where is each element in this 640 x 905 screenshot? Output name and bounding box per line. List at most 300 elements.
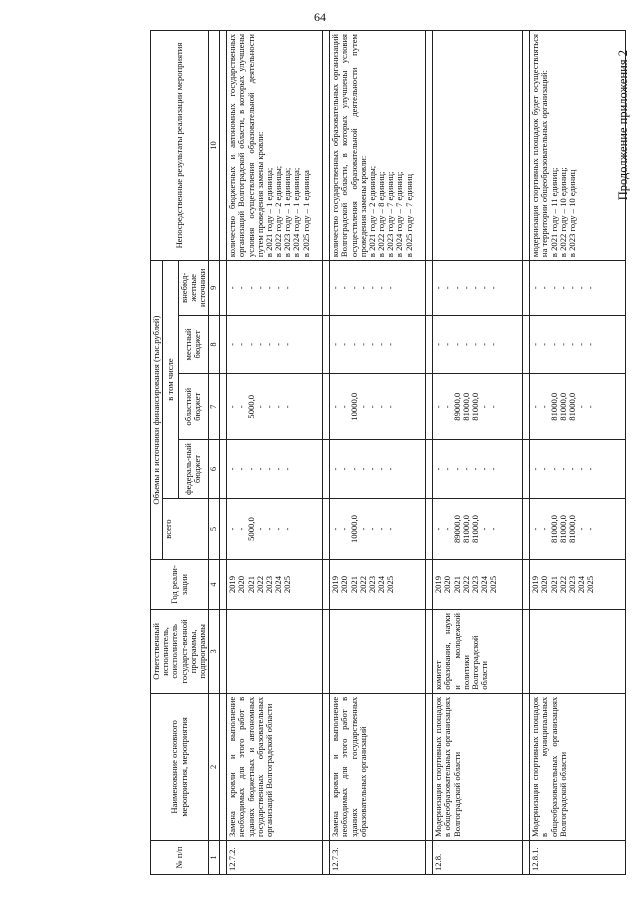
total-value: - (254, 527, 265, 531)
federal-value: - (566, 467, 577, 471)
local-value: - (245, 343, 256, 346)
spacer-cell (220, 31, 227, 261)
col-number: 3 (209, 609, 220, 693)
regional-value: - (236, 405, 247, 409)
spacer-cell (523, 841, 530, 875)
federal-value: - (254, 467, 265, 471)
header-total: всего (163, 498, 209, 559)
other-value: - (566, 286, 577, 290)
spacer-cell (426, 609, 433, 693)
years-value: 2022 (357, 575, 368, 594)
federal-value: - (576, 467, 587, 471)
total-value: 81000,0 (566, 515, 577, 544)
regional-value: - (585, 405, 596, 409)
column-numbers-row (209, 31, 220, 875)
row-executor: комитет образования, науки и молодежной политики Волгоградской области (433, 609, 523, 693)
total-value: - (539, 527, 550, 531)
cell-years (433, 560, 523, 610)
cell-regional (330, 374, 426, 440)
federal-value: - (273, 467, 284, 471)
result-text: количество государственных образовательных организаций Волгоградской области, в которых улучшены условия осуществления образовательной деятельности путем проведения замены кровли: (330, 34, 368, 258)
header-executor: Ответственный исполнитель, соисполнитель государст-венной программы, подпрограммы (151, 609, 209, 693)
row-results (330, 31, 426, 261)
row-number: 12.7.2. (227, 841, 323, 875)
spacer-cell (323, 261, 330, 315)
result-text: количество бюджетных и автономных государственных организаций Волгоградской области, в которых улучшены условия осуществления образовательной деятельности путем проведения замены кровли: (227, 34, 265, 258)
header-num: № п/п (151, 841, 209, 875)
regional-value: 10000,0 (348, 392, 359, 421)
row-executor (227, 609, 323, 693)
total-value: - (263, 527, 274, 531)
other-value: - (273, 286, 284, 290)
regional-value: 81000,0 (548, 392, 559, 421)
local-value: - (273, 343, 284, 346)
spacer-cell (523, 315, 530, 374)
local-value: - (451, 343, 462, 346)
other-value: - (263, 286, 274, 290)
total-value: - (585, 527, 596, 531)
federal-value: - (376, 467, 387, 471)
result-item: в 2022 году – 10 единиц; (557, 167, 568, 258)
total-value: - (227, 527, 238, 531)
spacer-cell (426, 440, 433, 499)
regional-value: - (273, 405, 284, 409)
federal-value: - (348, 467, 359, 471)
spacer-cell (426, 261, 433, 315)
cell-total (227, 498, 323, 559)
spacer-cell (523, 31, 530, 261)
result-item: в 2021 году – 1 единица; (263, 167, 274, 258)
other-value: - (548, 286, 559, 290)
years-value: 2024 (479, 575, 490, 594)
regional-value: - (530, 405, 541, 409)
local-value: - (376, 343, 387, 346)
spacer-cell (426, 560, 433, 610)
local-value: - (566, 343, 577, 346)
row-executor (330, 609, 426, 693)
other-value: - (385, 286, 396, 290)
other-value: - (227, 286, 238, 290)
regional-value: 81000,0 (469, 392, 480, 421)
other-value: - (469, 286, 480, 290)
local-value: - (479, 343, 490, 346)
result-item: в 2025 году – 1 единица (300, 170, 311, 258)
regional-value: - (282, 405, 293, 409)
spacer-cell (523, 560, 530, 610)
federal-value: - (539, 467, 550, 471)
spacer-row (426, 31, 433, 875)
spacer-cell (323, 609, 330, 693)
result-item: в 2024 году – 7 единиц; (394, 171, 405, 258)
header-results: Непосредственные результаты реализации мероприятия (151, 31, 209, 261)
spacer-cell (523, 374, 530, 440)
spacer-cell (426, 315, 433, 374)
table-row (530, 31, 626, 875)
years-value: 2021 (348, 575, 359, 594)
other-value: - (366, 286, 377, 290)
years-value: 2025 (385, 575, 396, 594)
col-number: 8 (209, 315, 220, 374)
total-value: - (357, 527, 368, 531)
program-table (150, 30, 626, 875)
spacer-cell (220, 374, 227, 440)
local-value: - (366, 343, 377, 346)
federal-value: - (548, 467, 559, 471)
total-value: - (282, 527, 293, 531)
cell-total (330, 498, 426, 559)
spacer-cell (323, 841, 330, 875)
other-value: - (282, 286, 293, 290)
table-row (433, 31, 523, 875)
total-value: 81000,0 (557, 515, 568, 544)
cell-local (530, 315, 626, 374)
total-value: 89000,0 (451, 515, 462, 544)
cell-local (330, 315, 426, 374)
result-item: в 2021 году – 11 единиц; (548, 167, 559, 258)
other-value: - (357, 286, 368, 290)
other-value: - (576, 286, 587, 290)
row-name: Модернизация спортивных площадок в муниципальных общеобразовательных организациях Волгоградской области (530, 693, 626, 840)
table-body (209, 31, 626, 875)
years-value: 2021 (548, 575, 559, 594)
spacer-cell (323, 498, 330, 559)
row-name: Замена кровли и выполнение необходимых для этого работ в зданиях бюджетных и автономных государственных образовательных организаций Волгоградской области (227, 693, 323, 840)
regional-value: - (488, 405, 499, 409)
years-value: 2023 (566, 575, 577, 594)
federal-value: - (479, 467, 490, 471)
other-value: - (488, 286, 499, 290)
years-value: 2020 (539, 575, 550, 594)
regional-value: - (479, 405, 490, 409)
other-value: - (339, 286, 350, 290)
rotated-page-content (150, 30, 640, 875)
col-number: 7 (209, 374, 220, 440)
page-number: 64 (314, 10, 326, 24)
spacer-cell (220, 315, 227, 374)
cell-regional (433, 374, 523, 440)
local-value: - (236, 343, 247, 346)
total-value: 5000,0 (245, 517, 256, 541)
regional-value: - (357, 405, 368, 409)
row-name: Модернизация спортивных площадок в общеобразовательных организациях Волгоградской области (433, 693, 523, 840)
local-value: - (339, 343, 350, 346)
regional-value: - (339, 405, 350, 409)
total-value: 81000,0 (469, 515, 480, 544)
spacer-cell (323, 693, 330, 840)
spacer-cell (523, 609, 530, 693)
years-value: 2025 (585, 575, 596, 594)
col-number: 6 (209, 440, 220, 499)
regional-value: 81000,0 (460, 392, 471, 421)
cell-federal (330, 440, 426, 499)
years-value: 2020 (442, 575, 453, 594)
federal-value: - (530, 467, 541, 471)
regional-value: 89000,0 (451, 392, 462, 421)
years-value: 2019 (433, 575, 444, 594)
cell-regional (227, 374, 323, 440)
regional-value: - (330, 405, 341, 409)
col-number: 5 (209, 498, 220, 559)
regional-value: - (385, 405, 396, 409)
other-value: - (348, 286, 359, 290)
local-value: - (488, 343, 499, 346)
result-item: в 2023 году – 10 единиц (566, 169, 577, 258)
header-year: Год реали-зации (151, 560, 209, 610)
federal-value: - (557, 467, 568, 471)
local-value: - (263, 343, 274, 346)
row-number: 12.8. (433, 841, 523, 875)
spacer-cell (220, 609, 227, 693)
total-value: - (330, 527, 341, 531)
header-federal: федераль-ный бюджет (178, 440, 209, 499)
federal-value: - (442, 467, 453, 471)
row-executor (530, 609, 626, 693)
years-value: 2020 (236, 575, 247, 594)
local-value: - (348, 343, 359, 346)
other-value: - (330, 286, 341, 290)
total-value: - (576, 527, 587, 531)
total-value: - (488, 527, 499, 531)
spacer-cell (426, 31, 433, 261)
total-value: - (236, 527, 247, 531)
federal-value: - (488, 467, 499, 471)
row-number: 12.7.3. (330, 841, 426, 875)
local-value: - (357, 343, 368, 346)
table-row (227, 31, 323, 875)
years-value: 2021 (451, 575, 462, 594)
federal-value: - (357, 467, 368, 471)
regional-value: 5000,0 (245, 394, 256, 419)
federal-value: - (245, 467, 256, 471)
regional-value: - (263, 405, 274, 409)
local-value: - (539, 343, 550, 346)
col-number: 1 (209, 841, 220, 875)
years-value: 2023 (366, 575, 377, 594)
local-value: - (442, 343, 453, 346)
spacer-row (220, 31, 227, 875)
total-value: - (273, 527, 284, 531)
cell-local (227, 315, 323, 374)
result-item: в 2024 году – 1 единица; (291, 167, 302, 258)
spacer-cell (323, 440, 330, 499)
regional-value: - (366, 405, 377, 409)
header-financing: Объемы и источники финансирования (тыс.рублей) (151, 261, 163, 560)
other-value: - (451, 286, 462, 290)
col-number: 10 (209, 31, 220, 261)
result-item: в 2023 году – 1 единица; (282, 167, 293, 258)
local-value: - (585, 343, 596, 346)
regional-value: - (227, 405, 238, 409)
other-value: - (254, 286, 265, 290)
federal-value: - (339, 467, 350, 471)
total-value: 10000,0 (348, 515, 359, 544)
col-number: 2 (209, 693, 220, 840)
spacer-cell (220, 440, 227, 499)
federal-value: - (451, 467, 462, 471)
federal-value: - (460, 467, 471, 471)
col-number: 9 (209, 261, 220, 315)
cell-other (227, 261, 323, 315)
other-value: - (530, 286, 541, 290)
years-value: 2025 (282, 575, 293, 594)
spacer-cell (220, 498, 227, 559)
other-value: - (460, 286, 471, 290)
spacer-cell (323, 31, 330, 261)
local-value: - (282, 343, 293, 346)
years-value: 2021 (245, 575, 256, 594)
years-value: 2025 (488, 575, 499, 594)
local-value: - (227, 343, 238, 346)
years-value: 2024 (273, 575, 284, 594)
total-value: - (479, 527, 490, 531)
result-item: в 2023 году – 7 единиц; (385, 171, 396, 258)
cell-local (433, 315, 523, 374)
regional-value: - (576, 405, 587, 409)
federal-value: - (385, 467, 396, 471)
other-value: - (433, 286, 444, 290)
local-value: - (330, 343, 341, 346)
total-value: - (339, 527, 350, 531)
cell-years (227, 560, 323, 610)
federal-value: - (366, 467, 377, 471)
local-value: - (460, 343, 471, 346)
spacer-cell (220, 560, 227, 610)
local-value: - (469, 343, 480, 346)
continuation-title: Продолжение приложения 2 (616, 50, 630, 201)
header-name: Наименование основного мероприятия, мероприятия (151, 693, 209, 840)
row-results (227, 31, 323, 261)
total-value: - (433, 527, 444, 531)
header-other: внебюд-жетные источники (178, 261, 209, 315)
local-value: - (548, 343, 559, 346)
years-value: 2023 (469, 575, 480, 594)
cell-other (433, 261, 523, 315)
total-value: - (530, 527, 541, 531)
local-value: - (254, 343, 265, 346)
result-item: в 2025 году – 7 единиц (403, 173, 414, 258)
cell-federal (227, 440, 323, 499)
result-text: модернизация спортивных площадок будет осуществляться на территории общеобразовательных организаций: (530, 34, 550, 258)
spacer-cell (426, 693, 433, 840)
cell-regional (530, 374, 626, 440)
total-value: - (376, 527, 387, 531)
local-value: - (557, 343, 568, 346)
years-value: 2022 (460, 575, 471, 594)
regional-value: 81000,0 (566, 392, 577, 421)
cell-other (330, 261, 426, 315)
years-value: 2019 (330, 575, 341, 594)
spacer-cell (523, 498, 530, 559)
federal-value: - (282, 467, 293, 471)
header-local: местный бюджет (178, 315, 209, 374)
other-value: - (442, 286, 453, 290)
regional-value: - (254, 405, 265, 409)
years-value: 2024 (376, 575, 387, 594)
federal-value: - (236, 467, 247, 471)
cell-total (433, 498, 523, 559)
regional-value: 81000,0 (557, 392, 568, 421)
total-value: - (442, 527, 453, 531)
years-value: 2019 (530, 575, 541, 594)
spacer-cell (323, 315, 330, 374)
cell-total (530, 498, 626, 559)
years-value: 2020 (339, 575, 350, 594)
col-number: 4 (209, 560, 220, 610)
regional-value: - (442, 405, 453, 409)
spacer-cell (523, 693, 530, 840)
other-value: - (236, 286, 247, 290)
spacer-cell (220, 261, 227, 315)
spacer-cell (220, 841, 227, 875)
row-number: 12.8.1. (530, 841, 626, 875)
spacer-row (523, 31, 530, 875)
spacer-cell (323, 560, 330, 610)
local-value: - (576, 343, 587, 346)
federal-value: - (469, 467, 480, 471)
table-row (330, 31, 426, 875)
spacer-cell (426, 498, 433, 559)
header-incl: в том числе (163, 261, 178, 499)
years-value: 2019 (227, 575, 238, 594)
spacer-cell (523, 261, 530, 315)
spacer-cell (220, 693, 227, 840)
regional-value: - (376, 405, 387, 409)
result-item: в 2021 году – 2 единицы; (366, 165, 377, 258)
other-value: - (557, 286, 568, 290)
total-value: 81000,0 (460, 515, 471, 544)
cell-years (330, 560, 426, 610)
total-value: 81000,0 (548, 515, 559, 544)
federal-value: - (263, 467, 274, 471)
spacer-cell (426, 841, 433, 875)
local-value: - (433, 343, 444, 346)
other-value: - (479, 286, 490, 290)
local-value: - (385, 343, 396, 346)
local-value: - (530, 343, 541, 346)
federal-value: - (585, 467, 596, 471)
total-value: - (366, 527, 377, 531)
row-name: Замена кровли и выполнение необходимых для этого работ в зданиях государственных образовательных организаций (330, 693, 426, 840)
other-value: - (376, 286, 387, 290)
spacer-cell (323, 374, 330, 440)
row-results (530, 31, 626, 261)
cell-years (530, 560, 626, 610)
header-regional: областной бюджет (178, 374, 209, 440)
cell-federal (530, 440, 626, 499)
cell-other (530, 261, 626, 315)
cell-federal (433, 440, 523, 499)
spacer-cell (426, 374, 433, 440)
years-value: 2022 (557, 575, 568, 594)
other-value: - (585, 286, 596, 290)
years-value: 2023 (263, 575, 274, 594)
years-value: 2022 (254, 575, 265, 594)
spacer-cell (523, 440, 530, 499)
regional-value: - (433, 405, 444, 409)
spacer-row (323, 31, 330, 875)
years-value: 2024 (576, 575, 587, 594)
federal-value: - (330, 467, 341, 471)
federal-value: - (433, 467, 444, 471)
regional-value: - (539, 405, 550, 409)
federal-value: - (227, 467, 238, 471)
result-item: в 2022 году – 2 единицы; (273, 165, 284, 258)
row-results (433, 31, 523, 261)
other-value: - (245, 286, 256, 290)
result-item: в 2022 году – 8 единиц; (376, 171, 387, 258)
other-value: - (539, 286, 550, 290)
total-value: - (385, 527, 396, 531)
